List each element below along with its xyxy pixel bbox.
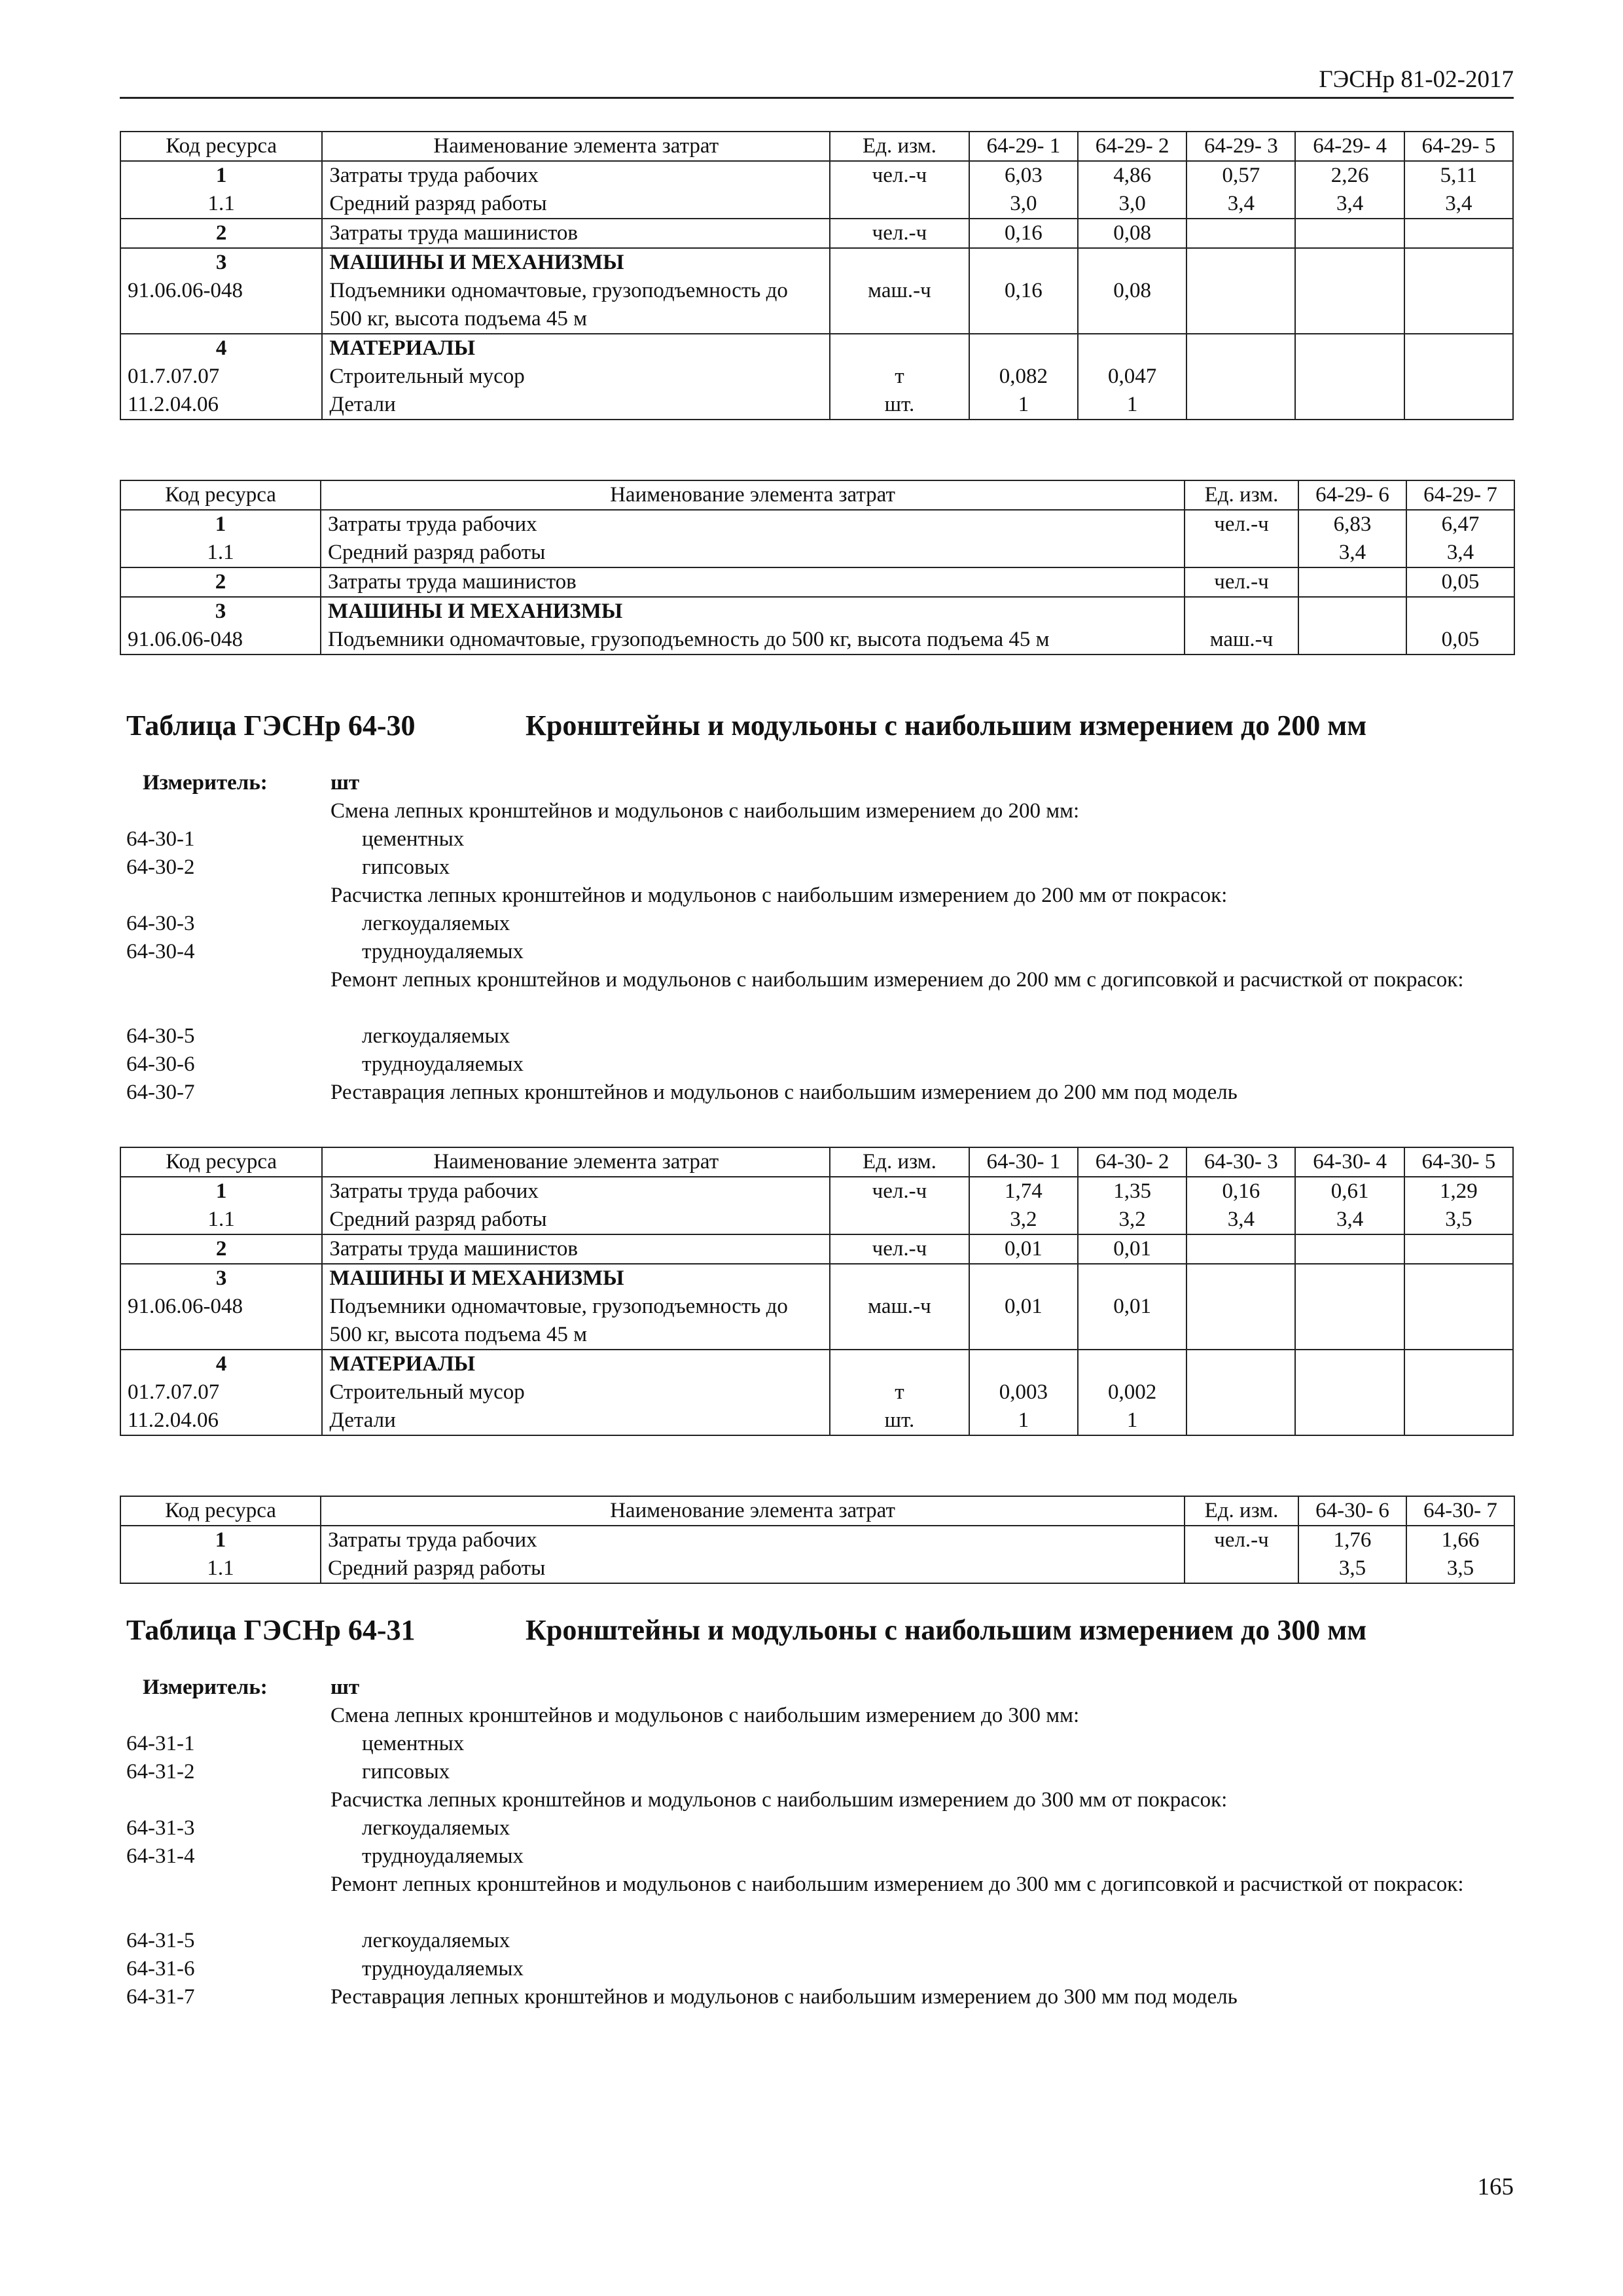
- header-rule: [120, 97, 1514, 99]
- work-item-text: гипсовых: [362, 1760, 450, 1784]
- col-header-code: Код ресурса: [120, 132, 322, 161]
- resource-name: Строительный мусор: [322, 1378, 830, 1407]
- col-header-norm: 64-29- 3: [1186, 132, 1295, 161]
- value: [1295, 363, 1404, 391]
- value: 0,01: [1078, 1293, 1186, 1350]
- table-row: [120, 626, 1514, 655]
- unit: [830, 190, 969, 219]
- table-row: [120, 567, 1514, 597]
- value: 1: [1078, 391, 1186, 420]
- document-code: ГЭСНр 81-02-2017: [1319, 66, 1514, 93]
- unit: шт.: [830, 1407, 969, 1435]
- resource-code: 91.06.06-048: [120, 277, 322, 334]
- measure-unit: шт: [330, 1676, 360, 1699]
- table-row: [120, 391, 1513, 420]
- resource-name: Подъемники одномачтовые, грузоподъемность до 500 кг, высота подъема 45 м: [321, 626, 1185, 655]
- table-row: [120, 1206, 1513, 1234]
- resource-name: Средний разряд работы: [321, 1554, 1185, 1583]
- value: 0,01: [969, 1293, 1078, 1350]
- work-item-line: [126, 910, 1514, 938]
- work-item-line: [126, 825, 1514, 853]
- col-header-norm: 64-30- 1: [969, 1147, 1078, 1177]
- resource-table-64-29-b: [120, 480, 1515, 655]
- resource-code: 11.2.04.06: [120, 1407, 322, 1435]
- value: 1,29: [1404, 1177, 1513, 1206]
- work-item-line: [126, 1983, 1514, 2011]
- value: [1186, 1293, 1295, 1350]
- col-header-norm: 64-30- 5: [1404, 1147, 1513, 1177]
- resource-code: 1.1: [120, 1206, 322, 1234]
- unit: чел.-ч: [830, 1177, 969, 1206]
- col-header-norm: 64-29- 5: [1404, 132, 1513, 161]
- work-group-line: [126, 1702, 1514, 1730]
- work-item-line: [126, 1927, 1514, 1955]
- value: 0,08: [1078, 219, 1186, 248]
- norm-code: 64-30-3: [126, 912, 195, 935]
- value: 3,0: [1078, 190, 1186, 219]
- work-item-line: [126, 1955, 1514, 1983]
- col-header-norm: 64-30- 6: [1298, 1496, 1406, 1526]
- unit: чел.-ч: [830, 219, 969, 248]
- col-header-code: Код ресурса: [120, 1147, 322, 1177]
- table-row: [120, 363, 1513, 391]
- value: 0,16: [969, 277, 1078, 334]
- resource-code: 1: [120, 1526, 321, 1554]
- work-item-line: [126, 938, 1514, 966]
- work-item-line: [126, 1814, 1514, 1842]
- value: 1: [1078, 1407, 1186, 1435]
- value: [1404, 1234, 1513, 1264]
- norm-code: 64-31-5: [126, 1929, 195, 1952]
- value: [1404, 391, 1513, 420]
- resource-name: Затраты труда машинистов: [322, 219, 830, 248]
- value: [1295, 1407, 1404, 1435]
- col-header-norm: 64-30- 2: [1078, 1147, 1186, 1177]
- table-row: [120, 1526, 1514, 1554]
- resource-code: 91.06.06-048: [120, 626, 321, 655]
- page-number: 165: [1477, 2174, 1514, 2200]
- value: 0,003: [969, 1378, 1078, 1407]
- work-group-line: [126, 966, 1514, 1022]
- value: [1186, 1234, 1295, 1264]
- value: 0,16: [969, 219, 1078, 248]
- resource-code: 1.1: [120, 1554, 321, 1583]
- work-item-line: [126, 1730, 1514, 1758]
- table-row: [120, 277, 1513, 334]
- col-header-norm: 64-29- 1: [969, 132, 1078, 161]
- value: [1295, 1234, 1404, 1264]
- resource-name: Подъемники одномачтовые, грузоподъемность до 500 кг, высота подъема 45 м: [322, 1293, 830, 1350]
- value: 5,11: [1404, 161, 1513, 190]
- unit: чел.-ч: [1185, 1526, 1298, 1554]
- table-title: Кронштейны и модульоны с наибольшим измерением до 300 мм: [526, 1614, 1367, 1646]
- resource-name: Детали: [322, 1407, 830, 1435]
- resource-group-name: МАШИНЫ И МЕХАНИЗМЫ: [321, 597, 1185, 626]
- table-heading-64-30: [126, 709, 1367, 742]
- work-item-text: легкоудаляемых: [362, 1816, 510, 1840]
- resource-code: 91.06.06-048: [120, 1293, 322, 1350]
- norm-code: 64-31-3: [126, 1816, 195, 1840]
- work-item-line: [126, 853, 1514, 882]
- col-header-name: Наименование элемента затрат: [322, 132, 830, 161]
- resource-group-name: МАШИНЫ И МЕХАНИЗМЫ: [322, 1264, 830, 1293]
- resource-code: 1: [120, 510, 321, 539]
- value: 3,2: [1078, 1206, 1186, 1234]
- work-item-text: цементных: [362, 827, 465, 851]
- col-header-norm: 64-29- 2: [1078, 132, 1186, 161]
- resource-code: 4: [120, 1350, 322, 1378]
- value: 3,4: [1295, 1206, 1404, 1234]
- value: 1: [969, 391, 1078, 420]
- col-header-unit: Ед. изм.: [830, 1147, 969, 1177]
- col-header-unit: Ед. изм.: [1185, 1496, 1298, 1526]
- value: [1186, 363, 1295, 391]
- unit: [1185, 1554, 1298, 1583]
- value: [1404, 1293, 1513, 1350]
- work-item-text: легкоудаляемых: [362, 1929, 510, 1952]
- value: [1186, 1378, 1295, 1407]
- work-item-line: [126, 1079, 1514, 1107]
- value: 3,5: [1298, 1554, 1406, 1583]
- value: [1186, 277, 1295, 334]
- table-header-row: [120, 480, 1514, 510]
- work-item-text: Реставрация лепных кронштейнов и модульонов с наибольшим измерением до 300 мм под модель: [330, 1985, 1238, 2009]
- table-row: [120, 1350, 1513, 1378]
- col-header-unit: Ед. изм.: [1185, 480, 1298, 510]
- table-title: Кронштейны и модульоны с наибольшим измерением до 200 мм: [526, 709, 1367, 742]
- value: 1: [969, 1407, 1078, 1435]
- value: 4,86: [1078, 161, 1186, 190]
- col-header-code: Код ресурса: [120, 1496, 321, 1526]
- table-row: [120, 219, 1513, 248]
- measure-unit: шт: [330, 771, 360, 795]
- work-item-line: [126, 1842, 1514, 1871]
- col-header-norm: 64-29- 7: [1406, 480, 1514, 510]
- work-group-line: [126, 797, 1514, 825]
- unit: чел.-ч: [830, 161, 969, 190]
- value: 6,83: [1298, 510, 1406, 539]
- norm-code: 64-30-7: [126, 1081, 195, 1104]
- table-row: [120, 190, 1513, 219]
- value: 3,5: [1406, 1554, 1514, 1583]
- col-header-unit: Ед. изм.: [830, 132, 969, 161]
- norm-code: 64-30-6: [126, 1052, 195, 1076]
- work-group-text: Расчистка лепных кронштейнов и модульонов с наибольшим измерением до 200 мм от покрасок:: [330, 884, 1228, 907]
- unit: шт.: [830, 391, 969, 420]
- value: 6,03: [969, 161, 1078, 190]
- value: [1295, 391, 1404, 420]
- value: [1404, 277, 1513, 334]
- resource-code: 3: [120, 597, 321, 626]
- value: 3,4: [1186, 1206, 1295, 1234]
- unit: маш.-ч: [830, 1293, 969, 1350]
- value: 1,74: [969, 1177, 1078, 1206]
- unit: т: [830, 1378, 969, 1407]
- resource-code: 2: [120, 1234, 322, 1264]
- norm-code: 64-30-5: [126, 1024, 195, 1048]
- table-header-row: [120, 1496, 1514, 1526]
- resource-code: 4: [120, 334, 322, 363]
- measure-line: [126, 1674, 1514, 1702]
- value: 3,0: [969, 190, 1078, 219]
- value: [1298, 567, 1406, 597]
- value: 2,26: [1295, 161, 1404, 190]
- table-row: [120, 1378, 1513, 1407]
- value: [1404, 363, 1513, 391]
- table-row: [120, 1554, 1514, 1583]
- resource-code: 11.2.04.06: [120, 391, 322, 420]
- value: 3,4: [1298, 539, 1406, 567]
- unit: чел.-ч: [1185, 510, 1298, 539]
- resource-group-name: МАТЕРИАЛЫ: [322, 334, 830, 363]
- table-row: [120, 334, 1513, 363]
- resource-name: Затраты труда машинистов: [321, 567, 1185, 597]
- measure-line: [126, 769, 1514, 797]
- work-group-text: Смена лепных кронштейнов и модульонов с наибольшим измерением до 300 мм:: [330, 1704, 1080, 1727]
- col-header-name: Наименование элемента затрат: [321, 480, 1185, 510]
- resource-code: 01.7.07.07: [120, 1378, 322, 1407]
- table-row: [120, 539, 1514, 567]
- resource-table-64-30-b: [120, 1496, 1515, 1584]
- col-header-norm: 64-29- 6: [1298, 480, 1406, 510]
- value: 1,35: [1078, 1177, 1186, 1206]
- value: 3,4: [1295, 190, 1404, 219]
- norm-code: 64-31-7: [126, 1985, 195, 2009]
- resource-name: Средний разряд работы: [321, 539, 1185, 567]
- value: 3,2: [969, 1206, 1078, 1234]
- value: 3,4: [1406, 539, 1514, 567]
- work-item-text: трудноудаляемых: [362, 940, 524, 963]
- work-group-line: [126, 1871, 1514, 1927]
- resource-name: Затраты труда рабочих: [322, 161, 830, 190]
- resource-code: 3: [120, 1264, 322, 1293]
- work-group-text: Смена лепных кронштейнов и модульонов с наибольшим измерением до 200 мм:: [330, 799, 1080, 823]
- resource-name: Затраты труда рабочих: [321, 510, 1185, 539]
- value: [1295, 1378, 1404, 1407]
- resource-name: Средний разряд работы: [322, 1206, 830, 1234]
- value: 0,08: [1078, 277, 1186, 334]
- resource-code: 1.1: [120, 539, 321, 567]
- work-group-line: [126, 882, 1514, 910]
- table-row: [120, 510, 1514, 539]
- value: 0,57: [1186, 161, 1295, 190]
- measure-block-64-30: [126, 769, 1514, 1107]
- resource-code: 1: [120, 161, 322, 190]
- resource-name: Строительный мусор: [322, 363, 830, 391]
- unit: чел.-ч: [1185, 567, 1298, 597]
- unit: чел.-ч: [830, 1234, 969, 1264]
- value: 0,082: [969, 363, 1078, 391]
- resource-code: 3: [120, 248, 322, 277]
- work-item-line: [126, 1050, 1514, 1079]
- unit: [1185, 539, 1298, 567]
- col-header-code: Код ресурса: [120, 480, 321, 510]
- table-row: [120, 597, 1514, 626]
- value: [1404, 219, 1513, 248]
- work-group-text: Расчистка лепных кронштейнов и модульонов с наибольшим измерением до 300 мм от покрасок:: [330, 1788, 1228, 1812]
- work-item-text: легкоудаляемых: [362, 912, 510, 935]
- work-item-text: трудноудаляемых: [362, 1052, 524, 1076]
- measure-label: Измеритель:: [143, 1676, 268, 1699]
- value: [1295, 277, 1404, 334]
- work-item-text: цементных: [362, 1732, 465, 1755]
- norm-code: 64-31-6: [126, 1957, 195, 1981]
- norm-code: 64-31-1: [126, 1732, 195, 1755]
- resource-group-name: МАТЕРИАЛЫ: [322, 1350, 830, 1378]
- value: 3,5: [1404, 1206, 1513, 1234]
- resource-name: Подъемники одномачтовые, грузоподъемность до 500 кг, высота подъема 45 м: [322, 277, 830, 334]
- col-header-name: Наименование элемента затрат: [321, 1496, 1185, 1526]
- col-header-name: Наименование элемента затрат: [322, 1147, 830, 1177]
- unit: т: [830, 363, 969, 391]
- work-item-text: легкоудаляемых: [362, 1024, 510, 1048]
- table-row: [120, 161, 1513, 190]
- norm-code: 64-31-4: [126, 1844, 195, 1868]
- value: [1298, 626, 1406, 655]
- value: [1404, 1378, 1513, 1407]
- col-header-norm: 64-30- 4: [1295, 1147, 1404, 1177]
- work-item-text: трудноудаляемых: [362, 1844, 524, 1868]
- work-group-text: Ремонт лепных кронштейнов и модульонов с наибольшим измерением до 200 мм с догипсовкой и расчисткой от покрасок:: [330, 968, 1464, 992]
- col-header-norm: 64-29- 4: [1295, 132, 1404, 161]
- table-header-row: [120, 1147, 1513, 1177]
- value: 1,76: [1298, 1526, 1406, 1554]
- table-row: [120, 1234, 1513, 1264]
- col-header-norm: 64-30- 7: [1406, 1496, 1514, 1526]
- value: 0,01: [1078, 1234, 1186, 1264]
- resource-name: Затраты труда машинистов: [322, 1234, 830, 1264]
- table-row: [120, 1407, 1513, 1435]
- work-group-line: [126, 1786, 1514, 1814]
- table-label: Таблица ГЭСНр 64-30: [126, 709, 416, 742]
- value: 0,05: [1406, 626, 1514, 655]
- unit: маш.-ч: [830, 277, 969, 334]
- resource-name: Средний разряд работы: [322, 190, 830, 219]
- value: 0,05: [1406, 567, 1514, 597]
- table-row: [120, 1293, 1513, 1350]
- table-heading-64-31: [126, 1613, 1367, 1647]
- resource-code: 2: [120, 219, 322, 248]
- value: [1186, 219, 1295, 248]
- value: 3,4: [1186, 190, 1295, 219]
- unit: маш.-ч: [1185, 626, 1298, 655]
- measure-label: Измеритель:: [143, 771, 268, 795]
- resource-name: Детали: [322, 391, 830, 420]
- unit: [830, 1206, 969, 1234]
- norm-code: 64-30-1: [126, 827, 195, 851]
- work-item-text: Реставрация лепных кронштейнов и модульонов с наибольшим измерением до 200 мм под модель: [330, 1081, 1238, 1104]
- resource-code: 1.1: [120, 190, 322, 219]
- table-row: [120, 1264, 1513, 1293]
- resource-name: Затраты труда рабочих: [322, 1177, 830, 1206]
- value: [1295, 1293, 1404, 1350]
- value: [1186, 1407, 1295, 1435]
- value: 3,4: [1404, 190, 1513, 219]
- resource-group-name: МАШИНЫ И МЕХАНИЗМЫ: [322, 248, 830, 277]
- table-header-row: [120, 132, 1513, 161]
- work-item-line: [126, 1022, 1514, 1050]
- norm-code: 64-31-2: [126, 1760, 195, 1784]
- value: [1404, 1407, 1513, 1435]
- resource-table-64-30-a: [120, 1147, 1514, 1436]
- value: 1,66: [1406, 1526, 1514, 1554]
- work-item-line: [126, 1758, 1514, 1786]
- value: 0,16: [1186, 1177, 1295, 1206]
- table-row: [120, 1177, 1513, 1206]
- table-row: [120, 248, 1513, 277]
- work-group-text: Ремонт лепных кронштейнов и модульонов с наибольшим измерением до 300 мм с догипсовкой и расчисткой от покрасок:: [330, 1873, 1464, 1896]
- measure-block-64-31: [126, 1674, 1514, 2011]
- norm-code: 64-30-4: [126, 940, 195, 963]
- col-header-norm: 64-30- 3: [1186, 1147, 1295, 1177]
- resource-code: 01.7.07.07: [120, 363, 322, 391]
- resource-table-64-29-a: [120, 131, 1514, 420]
- resource-code: 2: [120, 567, 321, 597]
- norm-code: 64-30-2: [126, 855, 195, 879]
- resource-code: 1: [120, 1177, 322, 1206]
- work-item-text: гипсовых: [362, 855, 450, 879]
- value: [1186, 391, 1295, 420]
- work-item-text: трудноудаляемых: [362, 1957, 524, 1981]
- value: 0,047: [1078, 363, 1186, 391]
- value: 0,61: [1295, 1177, 1404, 1206]
- table-label: Таблица ГЭСНр 64-31: [126, 1614, 416, 1646]
- resource-name: Затраты труда рабочих: [321, 1526, 1185, 1554]
- value: [1295, 219, 1404, 248]
- value: 0,002: [1078, 1378, 1186, 1407]
- value: 6,47: [1406, 510, 1514, 539]
- value: 0,01: [969, 1234, 1078, 1264]
